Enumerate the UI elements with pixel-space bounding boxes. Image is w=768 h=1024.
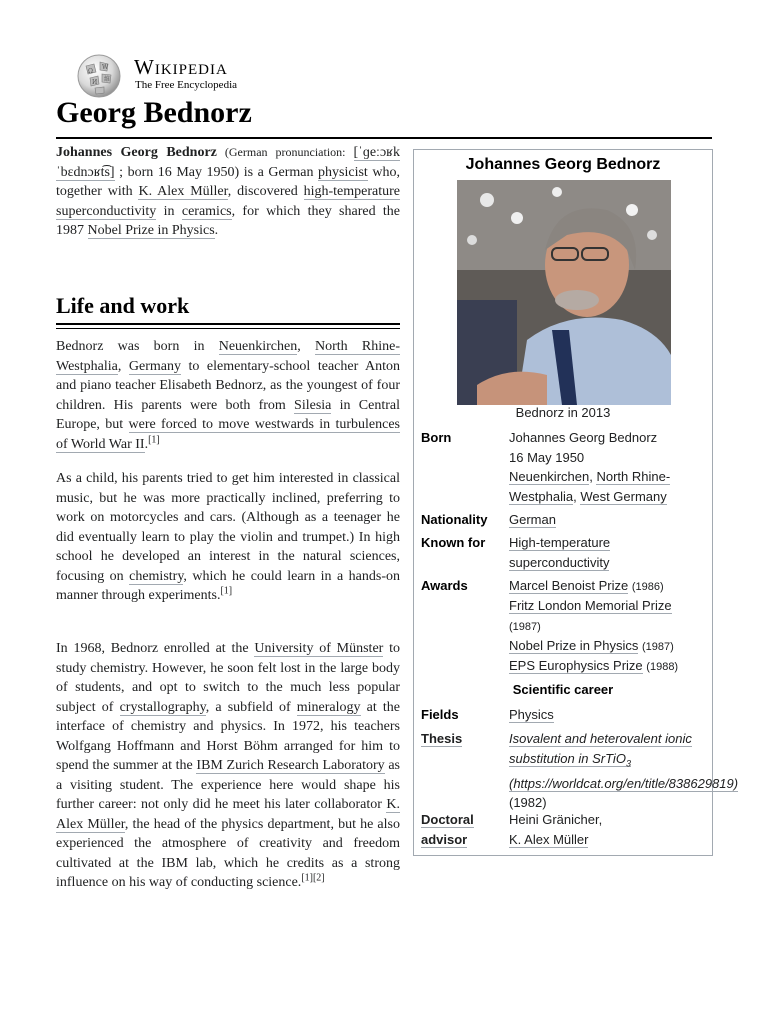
svg-text:W: W — [102, 64, 109, 71]
link-marcel-benoist-prize[interactable]: Marcel Benoist Prize — [509, 578, 629, 593]
award-year: (1987) — [509, 621, 541, 633]
label-born: Born — [421, 430, 452, 445]
scientific-career-heading: Scientific career — [512, 682, 614, 697]
section-divider-thin — [56, 328, 400, 329]
link-north-rhine-westphalia[interactable]: North Rhine-Westphalia — [56, 339, 401, 374]
link-high-temperature-superconductivity[interactable]: high-temperature superconductivity — [56, 184, 400, 219]
link-htsc-infobox[interactable]: High-temperature superconductivity — [509, 535, 611, 570]
lead-text: in — [156, 203, 182, 219]
link-forced-to-move[interactable]: were forced to move westwards in turbulences of World War II — [56, 417, 400, 452]
label-known-for: Known for — [421, 535, 486, 550]
lead-text: , for which they shared the 1987 — [56, 203, 400, 238]
lead-text: ; born 16 May 1950) is a German — [114, 164, 319, 180]
link-neuenkirchen[interactable]: Neuenkirchen — [218, 339, 298, 354]
link-thesis-label[interactable]: Thesis — [421, 731, 463, 746]
link-k-alex-muller-2[interactable]: K. Alex Müller — [56, 797, 400, 832]
section-heading-life-and-work: Life and work — [56, 293, 190, 318]
link-neuenkirchen-infobox[interactable]: Neuenkirchen — [509, 469, 590, 484]
logo-tagline: The Free Encyclopedia — [135, 79, 238, 91]
link-thesis[interactable] — [509, 731, 738, 792]
svg-text:維: 維 — [104, 76, 111, 83]
para-text: , — [117, 358, 129, 374]
link-fritz-london-prize[interactable]: Fritz London Memorial Prize — [509, 598, 672, 613]
link-k-alex-muller-infobox[interactable]: K. Alex Müller — [509, 831, 589, 847]
link-mineralogy[interactable]: mineralogy — [296, 699, 361, 715]
lead-paragraph — [56, 143, 400, 241]
para-text: in Central Europe, but — [56, 397, 400, 432]
link-physics[interactable]: Physics — [509, 707, 554, 722]
para-text: at the interface of chemistry and physics. In 1972, his teachers Wolfgang Hoffmann and Horst Böhm arranged for him to spend the summer at the — [56, 699, 400, 773]
para-text: , the head of the physics department, but he also experienced the atmosphere of creativity and freedom cultivated at the IBM lab, which he credits as a strong influence on his way of conducting science. — [56, 816, 400, 890]
born-name: Johannes Georg Bednorz — [509, 430, 658, 445]
paragraph-childhood — [56, 469, 400, 606]
link-k-alex-muller[interactable]: K. Alex Müller — [138, 184, 228, 199]
link-eps-europhysics-prize[interactable]: EPS Europhysics Prize — [509, 658, 643, 673]
infobox-row-born — [421, 428, 706, 508]
para-text: as a visiting student. The experience here would shape his further career: not only did he meet his later collaborator — [56, 758, 400, 812]
title-divider — [56, 137, 712, 139]
para-text: , which he could learn in a hands-on manner through experiments. — [56, 568, 400, 603]
svg-text:И: И — [92, 79, 98, 86]
born-date: 16 May 1950 — [509, 449, 585, 465]
thesis-year: (1982) — [509, 795, 547, 811]
wikipedia-globe-icon — [74, 54, 124, 98]
logo-wordmark: Wikipedia — [134, 55, 228, 79]
link-nrw-infobox[interactable]: North Rhine-Westphalia — [509, 469, 671, 504]
paragraph-university — [56, 639, 400, 893]
para-text: As a child, his parents tried to get him interested in classical music, but he was more practically inclined, preferring to work on motorcycles and cars. (Although as a teenager he did eventually learn to play the violin and trumpet.) In high school he developed an interest in the natural sciences, focusing on — [56, 471, 400, 584]
label-nationality: Nationality — [421, 512, 488, 527]
thesis-subscript: 3 — [625, 758, 631, 769]
reference-link[interactable]: [1] — [148, 433, 160, 445]
para-text: , a subfield of — [205, 699, 297, 715]
para-text: In 1968, Bednorz enrolled at the — [56, 641, 255, 656]
link-nobel-prize-infobox[interactable]: Nobel Prize in Physics — [509, 638, 639, 653]
link-chemistry[interactable]: chemistry — [129, 568, 184, 584]
thesis-url: (https://worldcat.org/en/title/838629819) — [509, 775, 739, 791]
lead-text: , discovered — [227, 184, 304, 199]
para-text: , — [297, 339, 315, 354]
link-west-germany[interactable]: West Germany — [580, 488, 667, 504]
label-fields: Fields — [421, 707, 459, 722]
link-crystallography[interactable]: crystallography — [119, 699, 206, 715]
paragraph-birth — [56, 337, 400, 454]
section-divider — [56, 323, 400, 325]
portrait-image — [457, 180, 671, 405]
label-awards: Awards — [421, 578, 468, 593]
photo-caption: Bednorz in 2013 — [515, 405, 611, 420]
link-ceramics[interactable]: ceramics — [181, 203, 232, 219]
thesis-title: Isovalent and heterovalent ionic substitution in SrTiO — [509, 731, 692, 766]
value-born: Johannes Georg Bednorz 16 May 1950 Neuenkirchen, North Rhine-Westphalia, West Germany — [509, 428, 709, 506]
advisor-granicher: Heini Gränicher, — [509, 812, 603, 827]
wikipedia-logo[interactable] — [74, 52, 274, 98]
separator: , — [589, 469, 597, 484]
page-title: Georg Bednorz — [56, 96, 252, 129]
portrait-photo[interactable] — [457, 180, 671, 405]
ipa-link[interactable]: [ˈɡeːɔʁk ˈbɛdnɔʁt͡s] — [56, 145, 400, 180]
para-text: to study chemistry. However, he soon felt lost in the large body of students, and opt to switch to the much less popular subject of — [56, 641, 400, 715]
award-year: (1988) — [646, 661, 679, 673]
para-text: to elementary-school teacher Anton and piano teacher Elisabeth Bednorz, as the youngest of four children. His parents were both from — [56, 358, 400, 413]
link-university-of-munster[interactable]: University of Münster — [254, 641, 384, 656]
reference-link[interactable]: [1] — [220, 585, 233, 597]
link-nobel-prize-physics[interactable]: Nobel Prize in Physics — [87, 223, 215, 238]
link-ibm-zurich[interactable]: IBM Zurich Research Laboratory — [196, 758, 385, 773]
para-text: . — [144, 436, 149, 452]
infobox-title: Johannes Georg Bednorz — [465, 156, 661, 173]
infobox — [413, 149, 739, 856]
link-germany[interactable]: Germany — [128, 358, 181, 374]
pronunciation-label: (German pronunciation: — [216, 145, 354, 159]
link-german[interactable]: German — [509, 512, 556, 527]
link-physicist[interactable]: physicist — [318, 164, 368, 180]
para-text: Bednorz was born in — [56, 339, 219, 354]
link-doctoral-advisor-label[interactable]: Doctoral advisor — [421, 812, 474, 847]
link-silesia[interactable]: Silesia — [294, 397, 332, 413]
svg-text:Ω: Ω — [88, 68, 93, 75]
award-year: (1987) — [641, 641, 674, 653]
reference-link[interactable]: [1][2] — [301, 872, 325, 884]
award-year: (1986) — [631, 581, 664, 593]
lead-text: . — [214, 223, 219, 238]
lead-text: who, together with — [56, 164, 400, 199]
lead-name: Johannes Georg Bednorz — [56, 145, 217, 160]
